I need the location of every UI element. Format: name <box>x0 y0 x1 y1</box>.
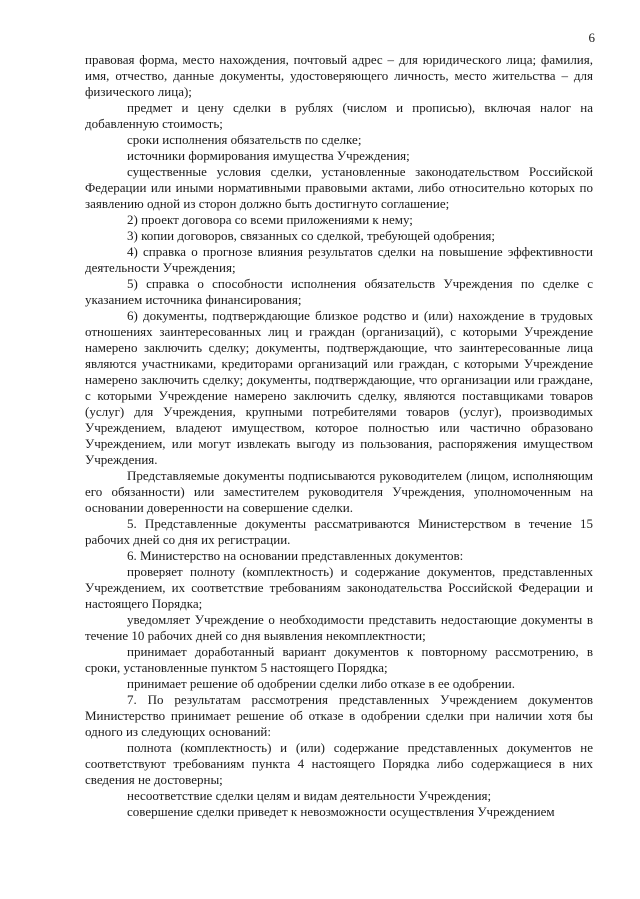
paragraph: 4) справка о прогнозе влияния результатов сделки на повышение эффективности деятельности Учреждения; <box>85 244 593 275</box>
paragraph: сроки исполнения обязательств по сделке; <box>127 132 362 147</box>
paragraph: уведомляет Учреждение о необходимости представить недостающие документы в течение 10 рабочих дней со дня выявления некомплектности; <box>85 612 593 643</box>
paragraph: существенные условия сделки, установленные законодательством Российской Федерации или иными нормативными правовыми актами, либо относительно которых по заявлению одной из сторон должно быть достигнуто соглашение; <box>85 164 593 211</box>
paragraph: правовая форма, место нахождения, почтовый адрес – для юридического лица; фамилия, имя, отчество, данные документы, удостоверяющего личность, место жительства – для физического лица); <box>85 52 593 99</box>
paragraph: Представляемые документы подписываются руководителем (лицом, исполняющим его обязанности) или заместителем руководителя Учреждения, уполномоченным на основании доверенности на совершение сделки. <box>85 468 593 515</box>
paragraph: несоответствие сделки целям и видам деятельности Учреждения; <box>127 788 492 803</box>
document-body <box>85 52 593 820</box>
paragraph: 3) копии договоров, связанных со сделкой, требующей одобрения; <box>127 228 496 243</box>
paragraph: 7. По результатам рассмотрения представленных Учреждением документов Министерство принимает решение об отказе в одобрении сделки при наличии хотя бы одного из следующих оснований: <box>85 692 593 739</box>
paragraph: источники формирования имущества Учреждения; <box>127 148 410 163</box>
paragraph: 5. Представленные документы рассматриваются Министерством в течение 15 рабочих дней со дня их регистрации. <box>85 516 593 547</box>
paragraph: 6) документы, подтверждающие близкое родство и (или) нахождение в трудовых отношениях заинтересованных лиц и граждан (организаций), с которыми Учреждение намерено заключить сделку; документы, подтверждающие, что заинтересованные лица являются участниками, кредиторами организаций или граждан, с которыми Учреждение намерено заключить сделку; документы, подтверждающие, что организации или граждане, с которыми Учреждение намерено заключить сделку, являются поставщиками товаров (услуг) для Учреждения, крупными потребителями товаров (услуг), производимых Учреждением, владеют имуществом, которое полностью или частично образовано Учреждением, или могут извлекать выгоду из пользования, распоряжения имуществом Учреждения. <box>85 308 593 467</box>
paragraph: проверяет полноту (комплектность) и содержание документов, представленных Учреждением, их соответствие требованиям законодательства Российской Федерации и настоящего Порядка; <box>85 564 593 611</box>
page-number: 6 <box>588 30 595 45</box>
paragraph: предмет и цену сделки в рублях (числом и прописью), включая налог на добавленную стоимость; <box>85 100 593 131</box>
paragraph: полнота (комплектность) и (или) содержание представленных документов не соответствуют требованиям пункта 4 настоящего Порядка либо содержащиеся в них сведения не достоверны; <box>85 740 593 787</box>
paragraph: совершение сделки приведет к невозможности осуществления Учреждением <box>127 804 555 819</box>
paragraph: принимает доработанный вариант документов к повторному рассмотрению, в сроки, установленные пунктом 5 настоящего Порядка; <box>85 644 593 675</box>
paragraph: 6. Министерство на основании представленных документов: <box>127 548 464 563</box>
paragraph: 2) проект договора со всеми приложениями к нему; <box>127 212 413 227</box>
paragraph: 5) справка о способности исполнения обязательств Учреждения по сделке с указанием источника финансирования; <box>85 276 593 307</box>
paragraph: принимает решение об одобрении сделки либо отказе в ее одобрении. <box>127 676 515 691</box>
